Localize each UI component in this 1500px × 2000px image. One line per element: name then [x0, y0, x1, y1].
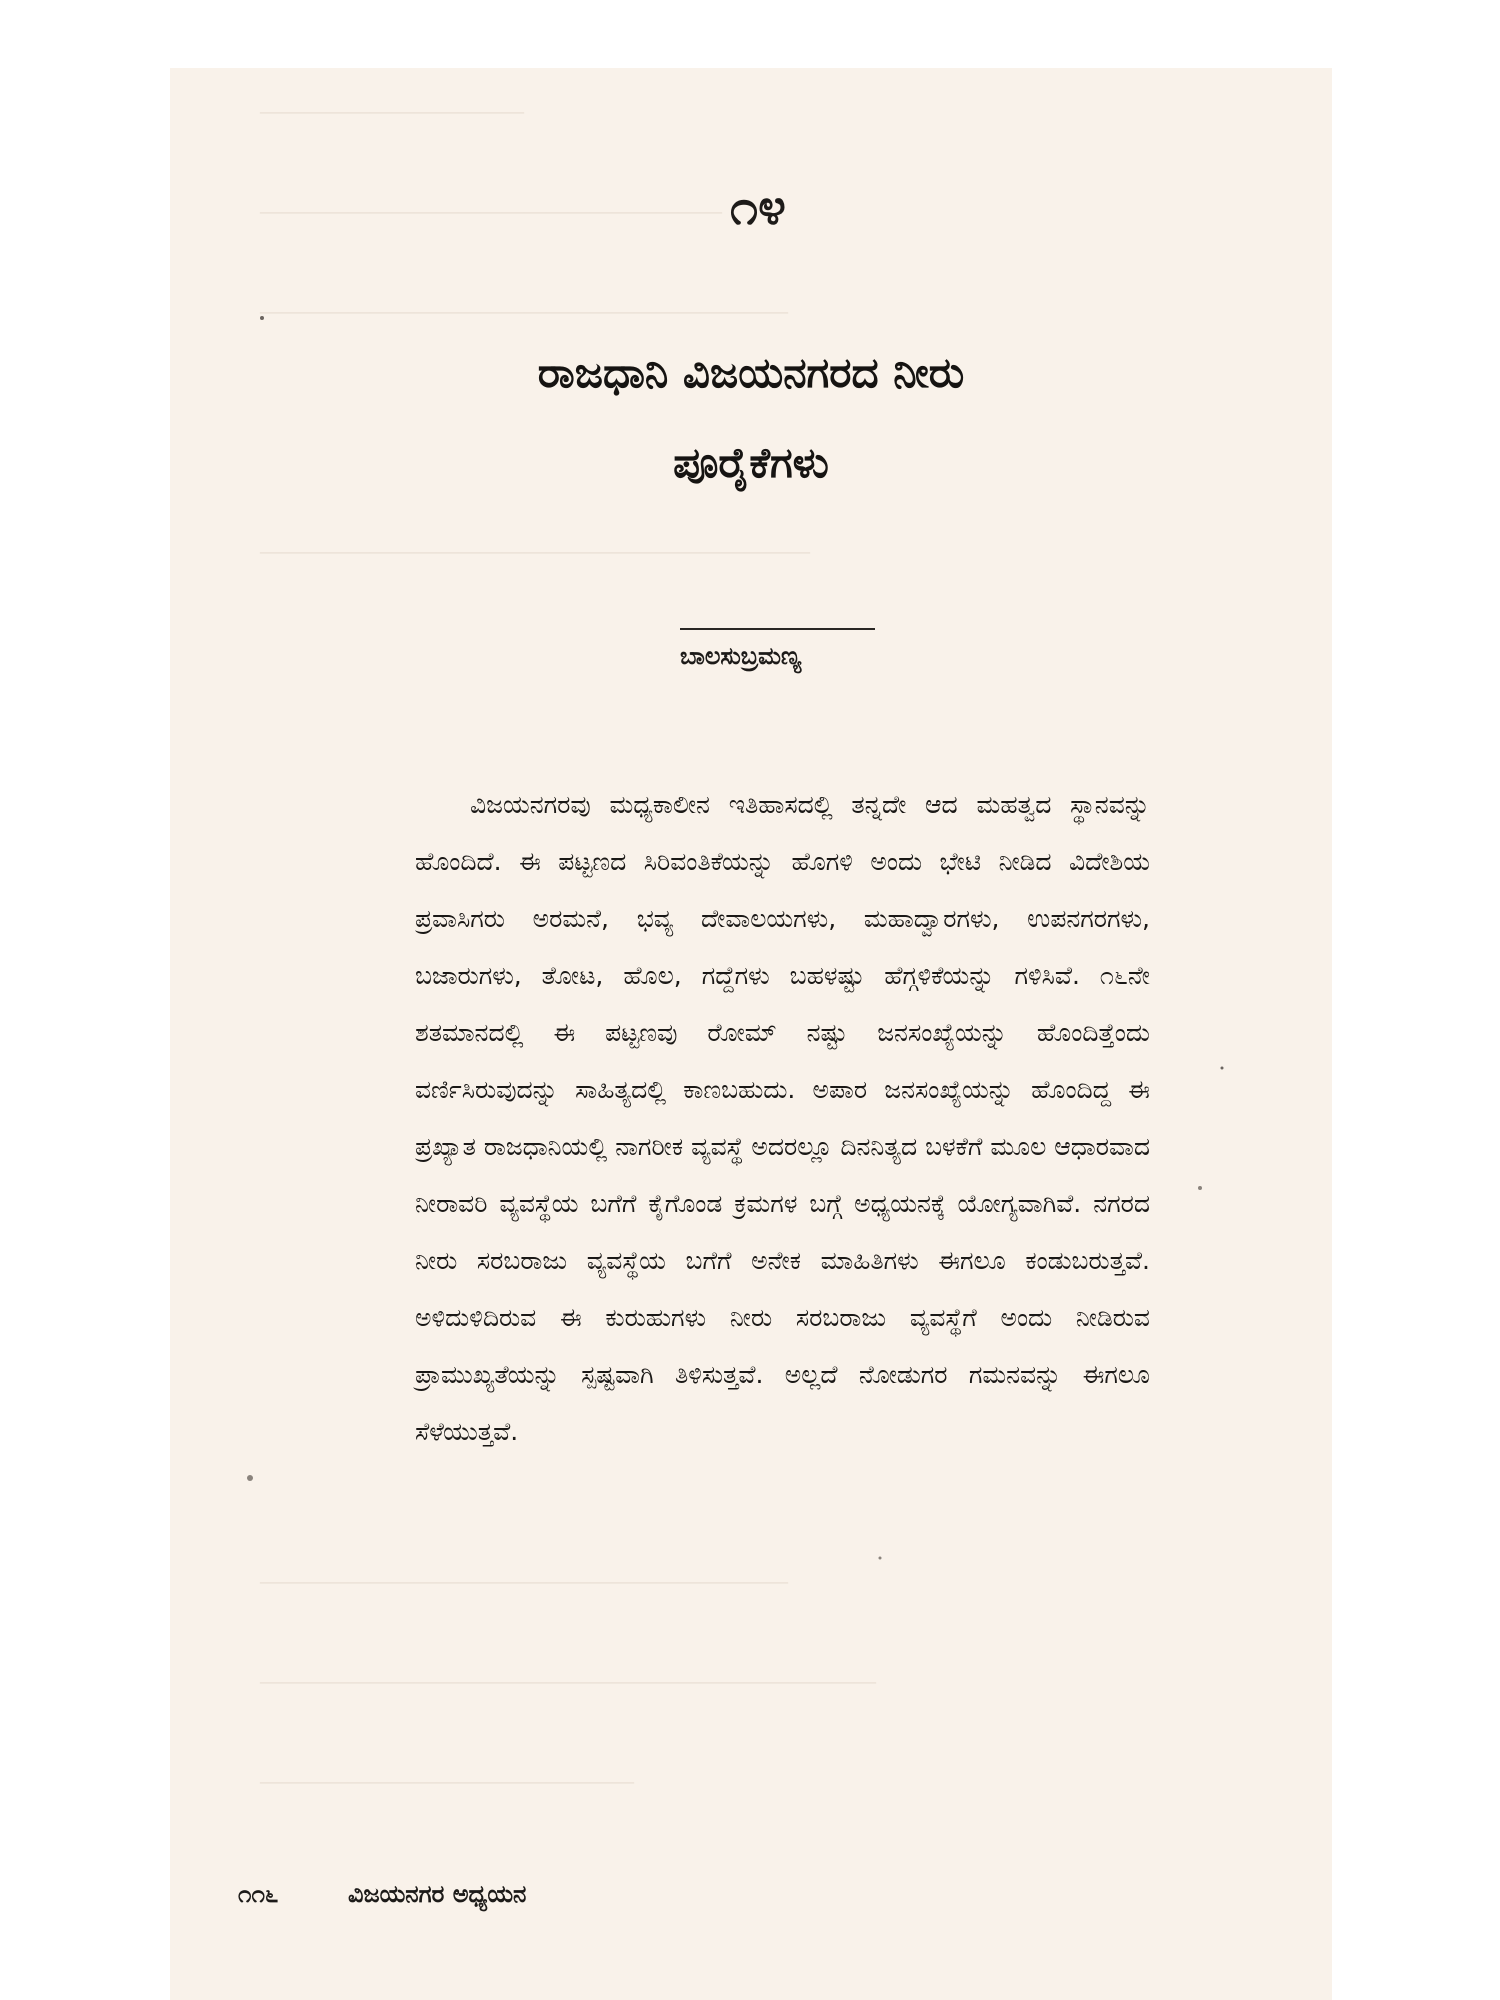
- footer-book-title: ವಿಜಯನಗರ ಅಧ್ಯಯನ: [348, 1880, 527, 1908]
- chapter-number: ೧೪: [730, 178, 786, 236]
- author-name: ಬಾಲಸುಬ್ರಮಣ್ಯ: [680, 642, 802, 670]
- bleed-line: —————————————————————: [260, 198, 722, 223]
- bleed-line: —————————————————————————: [260, 538, 810, 563]
- book-page: [170, 68, 1332, 2000]
- bleed-line: ————————————: [260, 98, 524, 123]
- author-rule: [680, 628, 875, 630]
- body-paragraph: ವಿಜಯನಗರವು ಮಧ್ಯಕಾಲೀನ ಇತಿಹಾಸದಲ್ಲಿ ತನ್ನದೇ ಆದ ಮಹತ್ವದ ಸ್ಥಾನವನ್ನು ಹೊಂದಿದೆ. ಈ ಪಟ್ಟಣದ ಸಿರಿವಂತಿಕೆಯನ್ನು ಹೊಗಳಿ ಅಂದು ಭೇಟಿ ನೀಡಿದ ವಿದೇಶಿಯ ಪ್ರವಾಸಿಗರು ಅರಮನೆ, ಭವ್ಯ ದೇವಾಲಯಗಳು, ಮಹಾದ್ವಾರಗಳು, ಉಪನಗರಗಳು, ಬಜಾರುಗಳು, ತೋಟ, ಹೊಲ, ಗದ್ದೆಗಳು ಬಹಳಷ್ಟು ಹೆಗ್ಗಳಿಕೆಯನ್ನು ಗಳಿಸಿವೆ. ೧೬ನೇ ಶತಮಾನದಲ್ಲಿ ಈ ಪಟ್ಟಣವು ರೋಮ್ ನಷ್ಟು ಜನಸಂಖ್ಯೆಯನ್ನು ಹೊಂದಿತ್ತೆಂದು ವರ್ಣಿಸಿರುವುದನ್ನು ಸಾಹಿತ್ಯದಲ್ಲಿ ಕಾಣಬಹುದು. ಅಪಾರ ಜನಸಂಖ್ಯೆಯನ್ನು ಹೊಂದಿದ್ದ ಈ ಪ್ರಖ್ಯಾತ ರಾಜಧಾನಿಯಲ್ಲಿ ನಾಗರೀಕ ವ್ಯವಸ್ಥೆ ಅದರಲ್ಲೂ ದಿನನಿತ್ಯದ ಬಳಕೆಗೆ ಮೂಲ ಆಧಾರವಾದ ನೀರಾವರಿ ವ್ಯವಸ್ಥೆಯ ಬಗೆಗೆ ಕೈಗೊಂಡ ಕ್ರಮಗಳ ಬಗ್ಗೆ ಅಧ್ಯಯನಕ್ಕೆ ಯೋಗ್ಯವಾಗಿವೆ. ನಗರದ ನೀರು ಸರಬರಾಜು ವ್ಯವಸ್ಥೆಯ ಬಗೆಗೆ ಅನೇಕ ಮಾಹಿತಿಗಳು ಈಗಲೂ ಕಂಡುಬರುತ್ತವೆ. ಅಳಿದುಳಿದಿರುವ ಈ ಕುರುಹುಗಳು ನೀರು ಸರಬರಾಜು ವ್ಯವಸ್ಥೆಗೆ ಅಂದು ನೀಡಿರುವ ಪ್ರಾಮುಖ್ಯತೆಯನ್ನು ಸ್ಪಷ್ಟವಾಗಿ ತಿಳಿಸುತ್ತವೆ. ಅಲ್ಲದೆ ನೋಡುಗರ ಗಮನವನ್ನು ಈಗಲೂ ಸೆಳೆಯುತ್ತವೆ.: [415, 790, 1150, 1446]
- footer-page-number: ೧೧೬: [238, 1880, 279, 1908]
- bleed-line: ————————————————————————: [260, 298, 788, 323]
- chapter-title-line-1: ರಾಜಧಾನಿ ವಿಜಯನಗರದ ನೀರು: [537, 348, 965, 397]
- bleed-line: ————————————————————————: [260, 1568, 788, 1593]
- chapter-title-line-2: ಪೂರೈಕೆಗಳು: [673, 438, 829, 487]
- bleed-line: ————————————————————————————: [260, 1668, 876, 1693]
- bleed-line: —————————————————: [260, 1768, 634, 1793]
